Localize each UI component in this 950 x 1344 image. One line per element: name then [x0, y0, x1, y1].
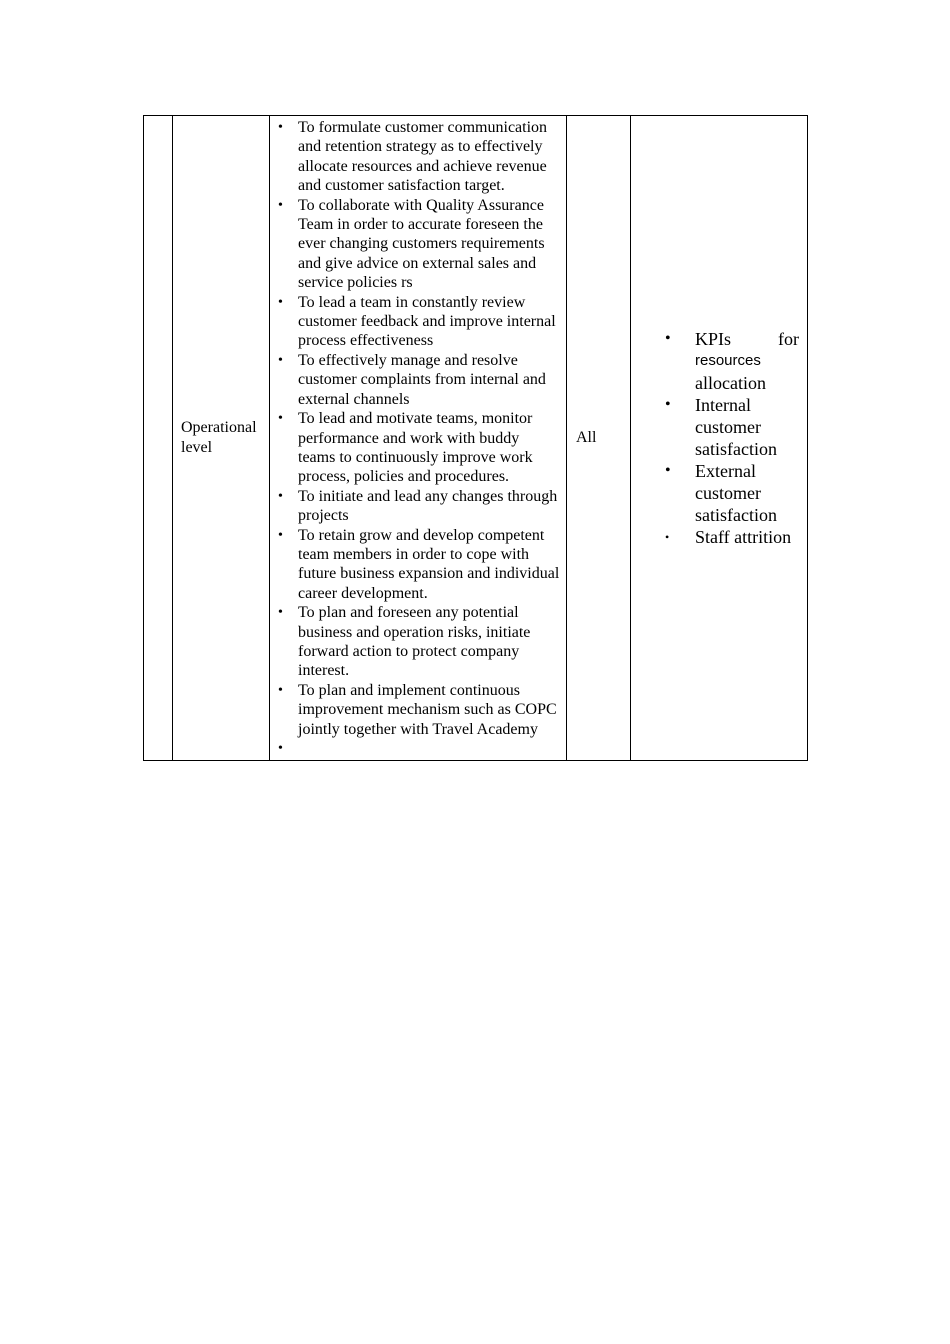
- bullet-icon: •: [278, 741, 283, 756]
- kpi-word: KPIs: [695, 329, 732, 350]
- kpi-word: resources: [695, 352, 761, 370]
- scope-value: All: [576, 429, 597, 447]
- kpi-label: Internal customer satisfaction: [695, 395, 777, 460]
- bullet-icon: •: [278, 527, 283, 543]
- bullet-icon: •: [278, 682, 283, 698]
- bullet-icon: •: [665, 530, 670, 545]
- scope-cell: [567, 116, 631, 761]
- kpi-list: [665, 328, 799, 548]
- bullet-icon: •: [278, 352, 283, 368]
- kpi-word: for: [778, 329, 799, 350]
- list-item: • To plan and implement continuous improvement mechanism such as COPC jointly together with Travel Academy: [278, 681, 557, 738]
- bullet-icon: •: [665, 462, 671, 480]
- bullet-icon: •: [665, 330, 671, 348]
- bullet-icon: •: [665, 396, 671, 414]
- kpi-item: [665, 328, 799, 394]
- list-item-empty: [278, 739, 560, 758]
- responsibilities-table: [143, 115, 808, 761]
- list-item: • To plan and foreseen any potential business and operation risks, initiate forward action to protect company interest.: [278, 604, 531, 680]
- level-label: Operational level: [181, 419, 257, 457]
- list-item: • To retain grow and develop competent team members in order to cope with future business expansion and individual career development.: [278, 526, 560, 602]
- level-cell: [173, 116, 270, 761]
- bullet-icon: •: [278, 488, 283, 504]
- list-item: • To collaborate with Quality Assurance Team in order to accurate foreseen the ever changing customers requirements and give advice on external sales and service policies rs: [278, 196, 545, 292]
- blank-cell: [144, 116, 173, 761]
- list-item: • To initiate and lead any changes through projects: [278, 487, 558, 525]
- list-item: • To lead and motivate teams, monitor performance and work with buddy teams to continuously improve work process, policies and procedures.: [278, 410, 533, 486]
- responsibilities-list: [278, 118, 560, 758]
- bullet-icon: •: [278, 120, 283, 135]
- bullet-icon: •: [278, 605, 283, 621]
- kpi-word: allocation: [695, 373, 766, 394]
- list-item: • To formulate customer communication and retention strategy as to effectively allocate resources and achieve revenue and customer satisfaction target.: [278, 119, 548, 195]
- kpi-item: [665, 526, 799, 548]
- kpi-item: [665, 460, 799, 526]
- kpi-label: Staff attrition: [695, 527, 792, 548]
- kpi-label: External customer satisfaction: [695, 461, 777, 526]
- responsibilities-cell: [270, 116, 567, 761]
- list-item: • To lead a team in constantly review customer feedback and improve internal process effectiveness: [278, 293, 556, 350]
- bullet-icon: •: [278, 411, 283, 427]
- bullet-icon: •: [278, 197, 283, 213]
- kpi-item: [665, 394, 799, 460]
- kpi-cell: [631, 116, 808, 761]
- bullet-icon: •: [278, 294, 283, 310]
- table-row: [144, 116, 808, 761]
- list-item: • To effectively manage and resolve customer complaints from internal and external channels: [278, 351, 546, 408]
